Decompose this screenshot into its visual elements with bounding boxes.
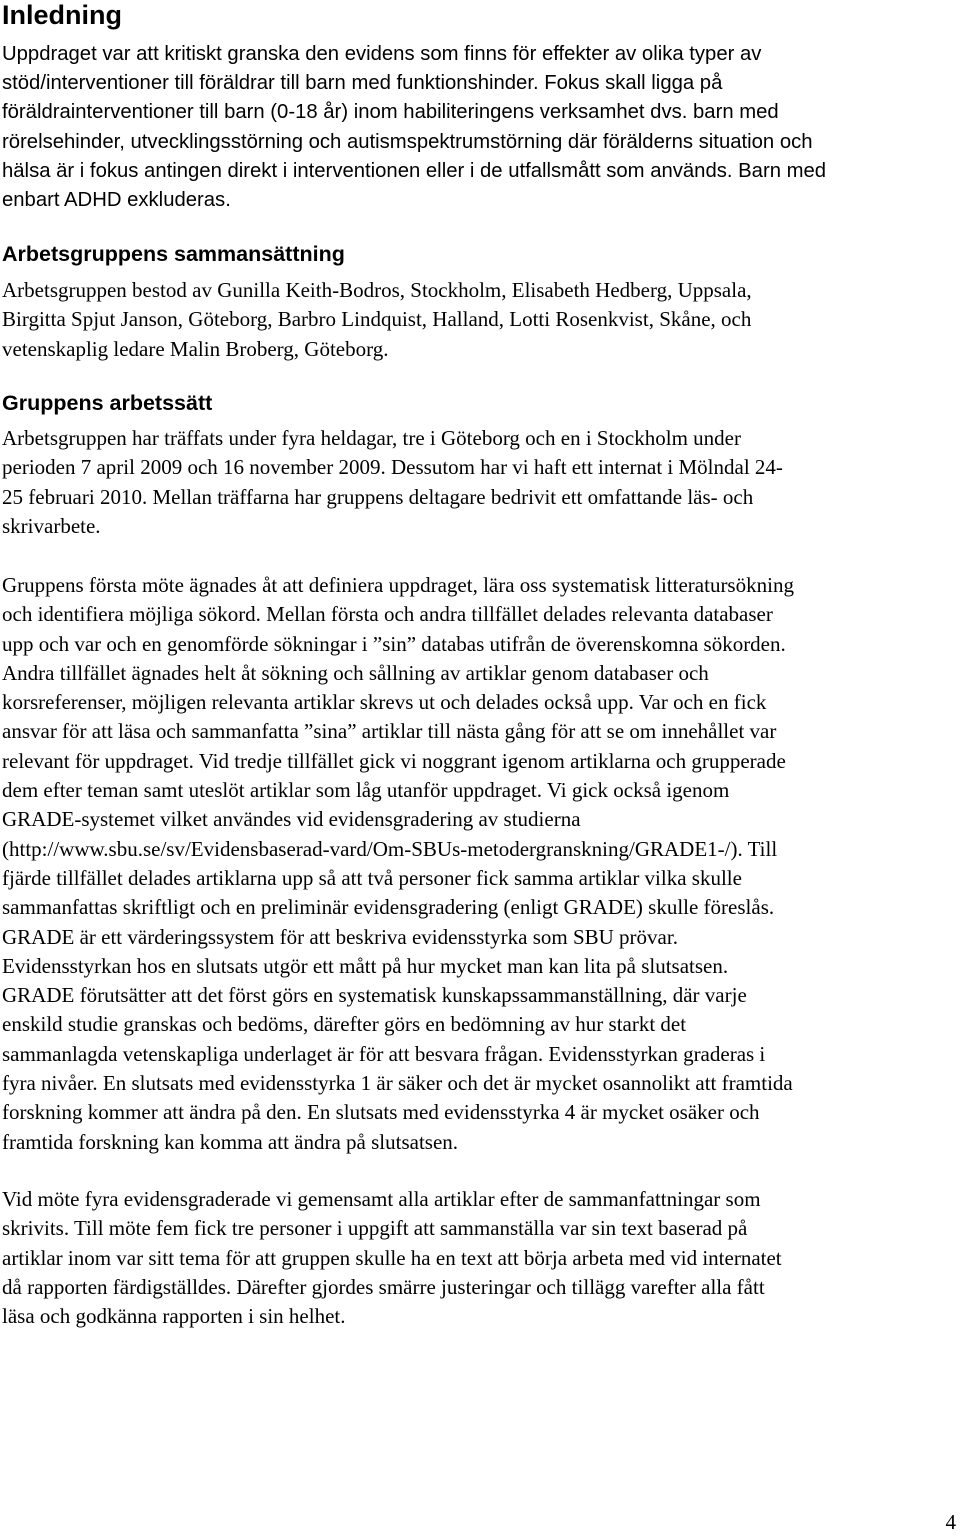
- text-line: Arbetsgruppen har träffats under fyra heldagar, tre i Göteborg och en i Stockholm under: [2, 426, 741, 450]
- text-line: föräldrainterventioner till barn (0-18 år) inom habiliteringens verksamhet dvs. barn med: [2, 101, 779, 124]
- text-line: Birgitta Spjut Janson, Göteborg, Barbro Lindquist, Halland, Lotti Rosenkvist, Skåne, och: [2, 307, 752, 332]
- text-line: 25 februari 2010. Mellan träffarna har gruppens deltagare bedrivit ett omfattande läs- och: [2, 484, 754, 509]
- text-line: GRADE förutsätter att det först görs en systematisk kunskapssammanställning, där varje: [2, 983, 747, 1008]
- text-line: läsa och godkänna rapporten i sin helhet.: [2, 1304, 346, 1329]
- text-line: relevant för uppdraget. Vid tredje tillfället gick vi noggrant igenom artiklarna och grupperade: [2, 748, 786, 773]
- intro-paragraph: [2, 40, 958, 215]
- text-line: skrivarbete.: [2, 513, 101, 538]
- text-line: då rapporten färdigställdes. Därefter gjordes smärre justeringar och tillägg varefter alla fått: [2, 1274, 765, 1299]
- text-line: stöd/interventioner till föräldrar till barn med funktionshinder. Fokus skall ligga på: [2, 72, 723, 95]
- text-line: korsreferenser, möjligen relevanta artiklar skrevs ut och delades också upp. Var och en fick: [2, 690, 767, 715]
- text-line: fyra nivåer. En slutsats med evidensstyrka 1 är säker och det är mycket osannolikt att framtida: [2, 1071, 793, 1096]
- heading-inledning: Inledning: [2, 0, 122, 30]
- heading-arbetsgruppens-sammansattning: Arbetsgruppens sammansättning: [2, 242, 345, 266]
- text-line: forskning kommer att ändra på den. En slutsats med evidensstyrka 4 är mycket osäker och: [2, 1100, 760, 1125]
- text-line: enskild studie granskas och bedöms, därefter görs en bedömning av hur starkt det: [2, 1012, 687, 1037]
- text-line: rörelsehinder, utvecklingsstörning och autismspektrumstörning där förälderns situation och: [2, 130, 813, 153]
- method-paragraph-3: [2, 1185, 958, 1331]
- group-paragraph: [2, 276, 958, 364]
- text-line: sammanfattas skriftligt och en preliminär evidensgradering (enligt GRADE) skulle föreslås.: [2, 895, 775, 920]
- text-line: Arbetsgruppen bestod av Gunilla Keith-Bodros, Stockholm, Elisabeth Hedberg, Uppsala,: [2, 278, 752, 302]
- text-line: Gruppens första möte ägnades åt att definiera uppdraget, lära oss systematisk litteratursökning: [2, 573, 794, 597]
- text-line: GRADE-systemet vilket användes vid evidensgradering av studierna: [2, 807, 581, 832]
- text-line: sammanlagda vetenskapliga underlaget är för att besvara frågan. Evidensstyrkan graderas i: [2, 1041, 766, 1066]
- text-line: Andra tillfället ägnades helt åt sökning och sållning av artiklar genom databaser och: [2, 660, 709, 685]
- text-line: Evidensstyrkan hos en slutsats utgör ett mått på hur mycket man kan lita på slutsatsen.: [2, 953, 729, 978]
- text-line: dem efter teman samt uteslöt artiklar som låg utanför uppdraget. Vi gick också igenom: [2, 778, 730, 803]
- text-line: vetenskaplig ledare Malin Broberg, Göteborg.: [2, 336, 389, 361]
- text-line: hälsa är i fokus antingen direkt i interventionen eller i de utfallsmått som används. Barn med: [2, 159, 827, 182]
- url-text-line: (http://www.sbu.se/sv/Evidensbaserad-vard/Om-SBUs-metodergranskning/GRADE1-/). Till: [2, 836, 778, 861]
- heading-gruppens-arbetssatt: Gruppens arbetssätt: [2, 391, 213, 415]
- text-line: fjärde tillfället delades artiklarna upp så att två personer fick samma artiklar vilka skulle: [2, 865, 742, 890]
- method-paragraph-2: [2, 571, 958, 1157]
- text-line: enbart ADHD exkluderas.: [2, 189, 231, 212]
- page-number: 4: [945, 1510, 956, 1534]
- text-line: Uppdraget var att kritiskt granska den evidens som finns för effekter av olika typer av: [2, 43, 762, 65]
- text-line: och identifiera möjliga sökord. Mellan första och andra tillfället delades relevanta databaser: [2, 602, 773, 627]
- text-line: framtida forskning kan komma att ändra på slutsatsen.: [2, 1129, 459, 1154]
- text-line: upp och var och en genomförde sökningar i ”sin” databas utifrån de överenskomna sökorden.: [2, 631, 786, 656]
- text-line: skrivits. Till möte fem fick tre personer i uppgift att sammanställa var sin text baserad på: [2, 1216, 748, 1241]
- method-paragraph-1: [2, 424, 958, 541]
- text-line: GRADE är ett värderingssystem för att beskriva evidensstyrka som SBU prövar.: [2, 924, 678, 949]
- text-line: ansvar för att läsa och sammanfatta ”sina” artiklar till nästa gång för att se om innehållet var: [2, 719, 777, 744]
- text-line: perioden 7 april 2009 och 16 november 2009. Dessutom har vi haft ett internat i Mölndal 24-: [2, 455, 783, 480]
- text-line: Vid möte fyra evidensgraderade vi gemensamt alla artiklar efter de sammanfattningar som: [2, 1187, 761, 1211]
- text-line: artiklar inom var sitt tema för att gruppen skulle ha en text att börja arbeta med vid internatet: [2, 1245, 782, 1270]
